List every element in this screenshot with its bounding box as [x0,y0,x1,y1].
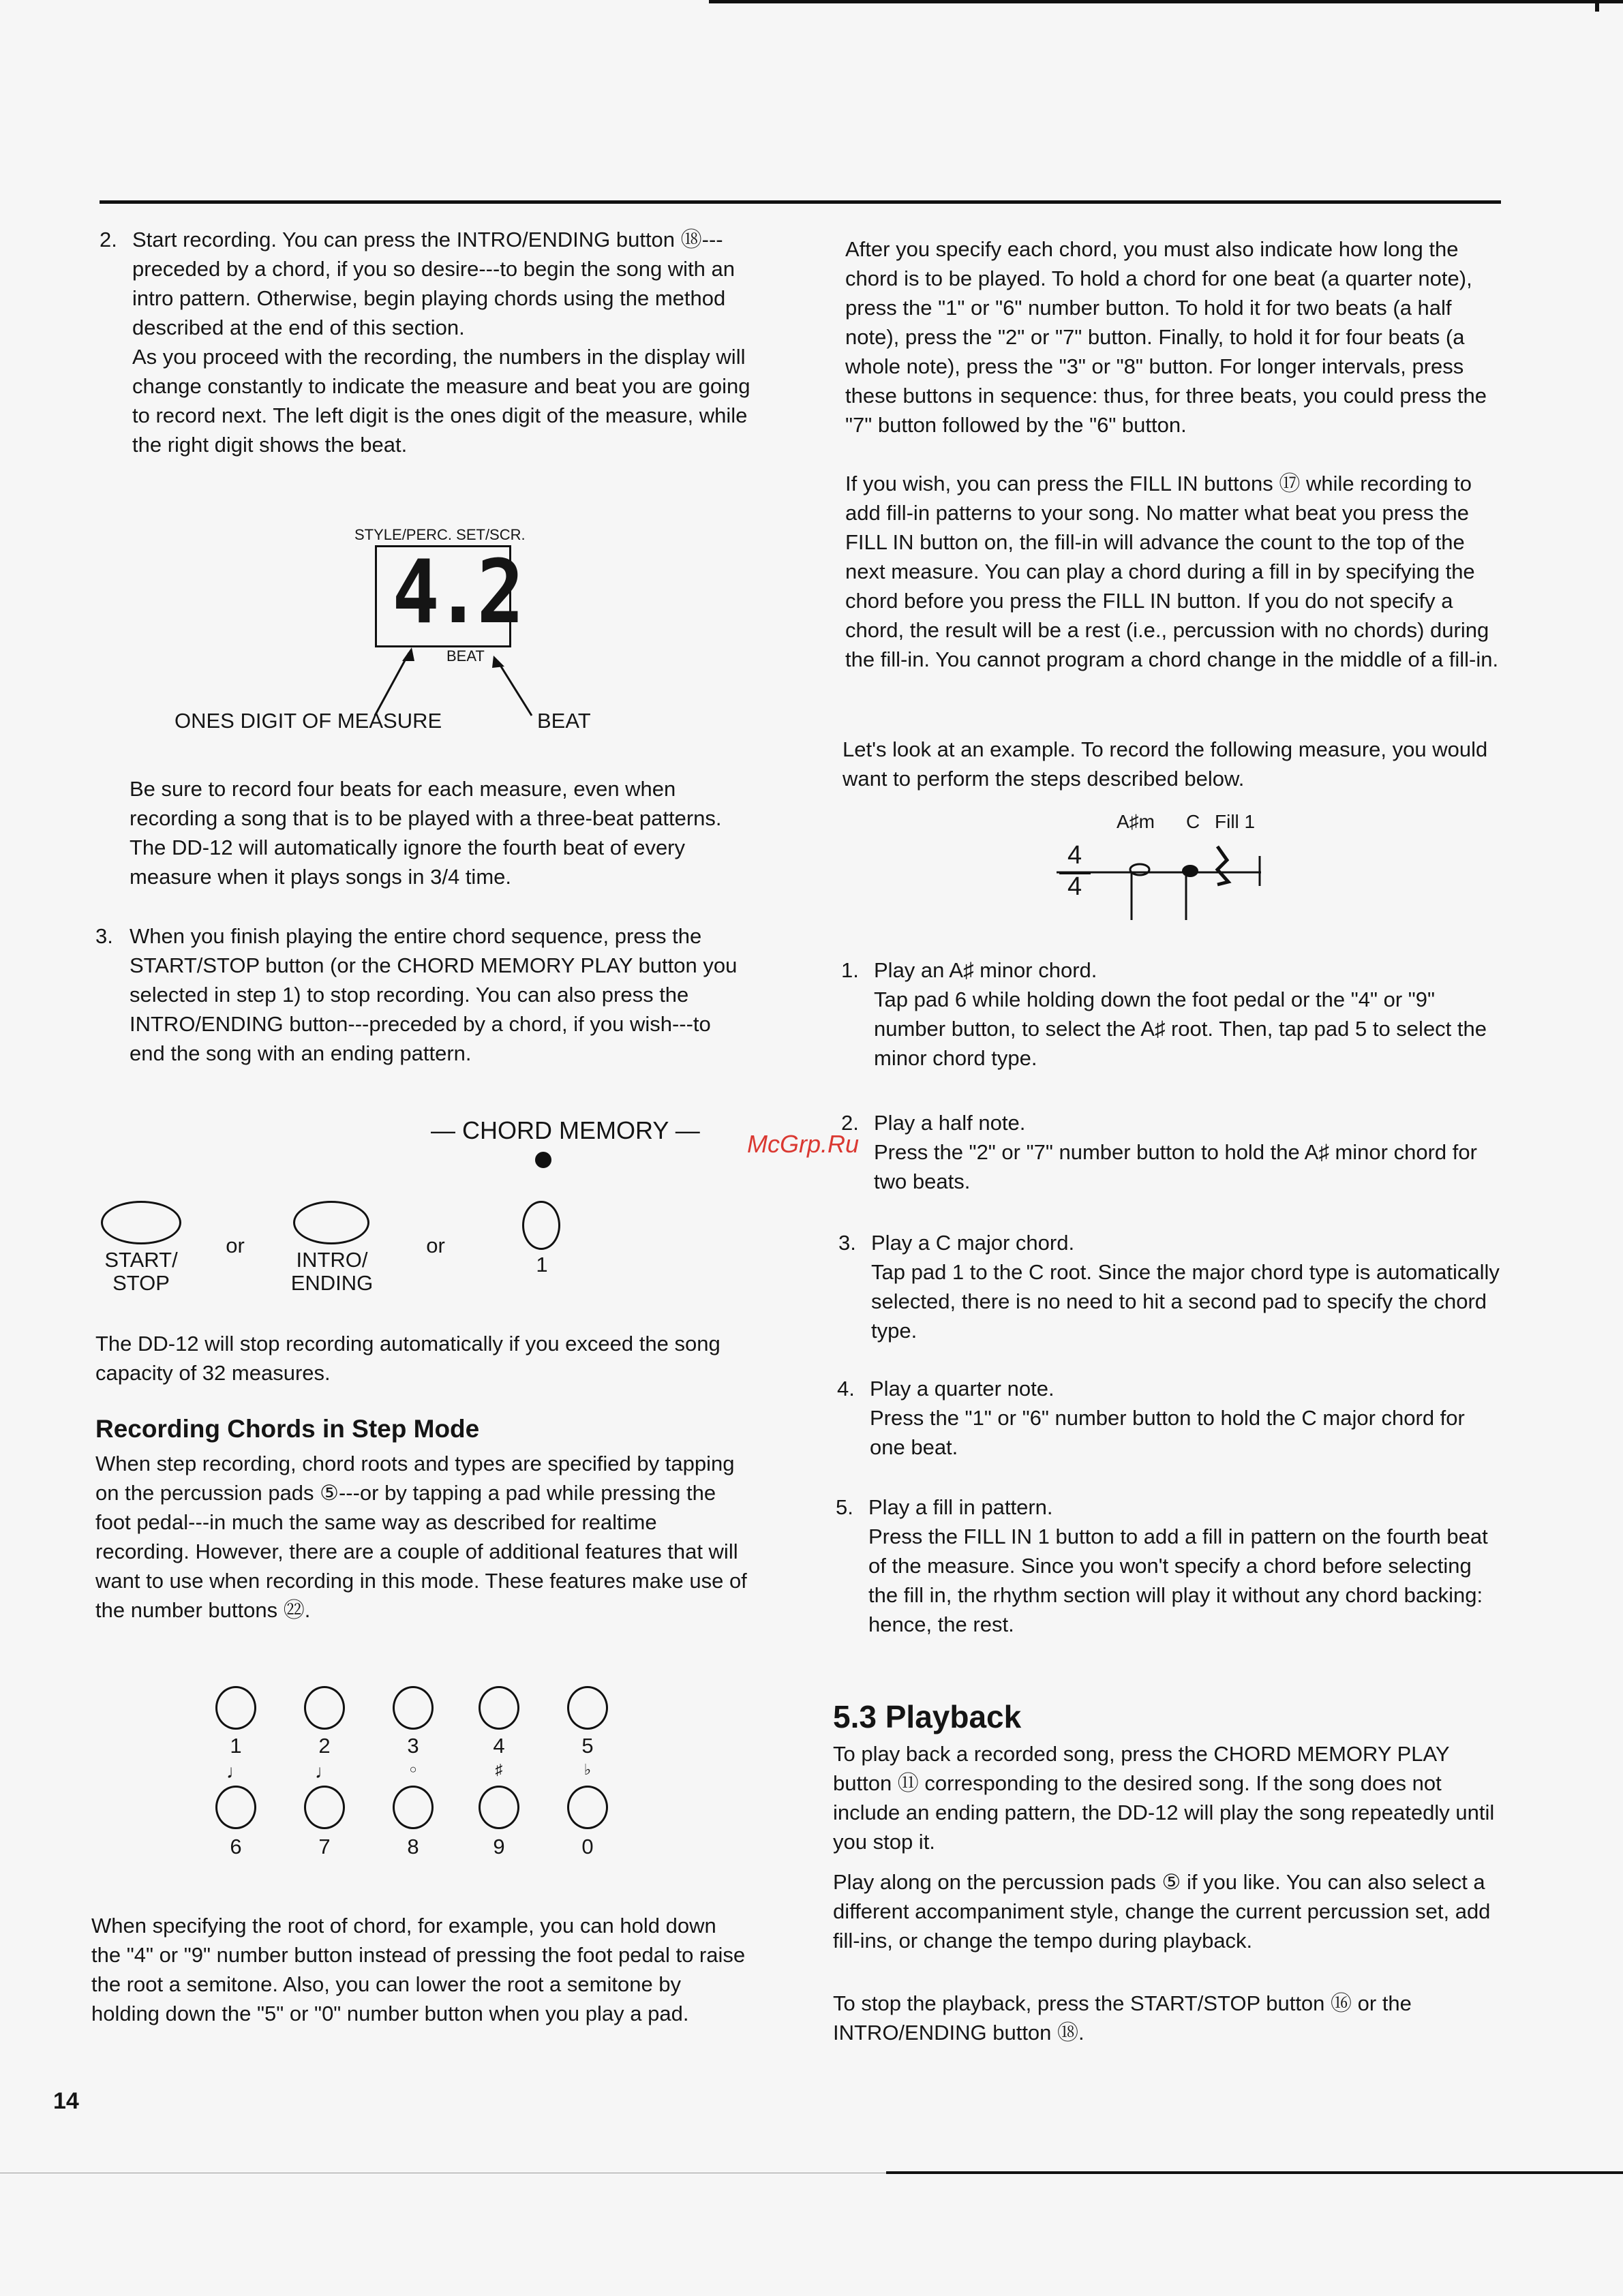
number-label-9: 9 [493,1835,505,1858]
number-button-0[interactable] [567,1786,608,1829]
top-edge-rule [709,0,1623,3]
number-label-4: 4 [493,1734,505,1758]
half-note-head [1130,864,1149,875]
number-buttons [204,1683,613,1881]
quarter-rest [1217,846,1228,885]
step-title: Play a half note. [874,1111,1026,1135]
number-button-3[interactable] [393,1686,434,1730]
header-rule [100,200,1501,204]
number-button-6[interactable] [215,1786,256,1829]
right-paragraph-3: Let's look at an example. To record the following measure, you would want to perform the steps described below. [843,737,1488,791]
step-3 [838,1228,1506,1345]
top-edge-tick [1595,3,1599,12]
number-label-2: 2 [318,1734,331,1758]
step-body: Tap pad 1 to the C root. Since the major chord type is automatically selected, there is no need to hit a second pad to specify the chord type. [871,1260,1500,1343]
step-body: Press the FILL IN 1 button to add a fill in pattern on the fourth beat of the measure. Since you won't specify a chord before selecting the fill in, the rhythm section will play it without any chord backing: hence, the rest. [868,1525,1488,1636]
number-label-0: 0 [581,1835,594,1858]
arrow-head-ones [402,647,414,661]
half-note-symbol: ♩ [315,1761,334,1782]
chord-memory-led [535,1152,551,1168]
time-sig-bottom: 4 [1067,872,1082,901]
number-label-1: 1 [230,1734,242,1758]
playback-paragraph-3: To stop the playback, press the START/STOP button ⑯ or the INTRO/ENDING button ⑱. [833,1991,1412,2045]
number-button-4[interactable] [479,1686,519,1730]
watermark: McGrp.Ru [747,1130,860,1158]
step-4 [837,1374,1505,1462]
step-number: 5. [836,1495,853,1519]
step-title: Play a C major chord. [871,1231,1075,1255]
item2-paragraph-2: As you proceed with the recording, the numbers in the display will change constantly to indicate the measure and beat you are going to record next. The left digit is the ones digit of the measure, while the right digit shows the beat. [132,345,750,457]
step-2 [841,1108,1509,1196]
item2-paragraph-1: Start recording. You can press the INTRO/ENDING button ⑱---preceded by a chord, if you so desire---to begin the song with an intro pattern. Otherwise, begin playing chords using the method described at the end of this section. [132,228,735,339]
number-label-3: 3 [407,1734,419,1758]
number-button-8[interactable] [393,1786,434,1829]
root-paragraph: When specifying the root of chord, for example, you can hold down the "4" or "9" number button instead of pressing the foot pedal to raise the root a semitone. Also, you can lower the root a semitone by holding down the "5" or "0" number button when you play a pad. [91,1914,746,2025]
right-paragraph-2: If you wish, you can press the FILL IN buttons ⑰ while recording to add fill-in patterns to your song. No matter what beat you press the FILL IN button on, the fill-in will advance the count to the top of the next measure. You can play a chord during a fill in by specifying the chord before you press the FILL IN button. If you do not specify a chord, the result will be a rest (i.e., percussion with no chords) during the fill-in. You cannot program a chord change in the middle of a fill-in. [845,472,1499,671]
arrow-line-beat [498,661,532,716]
step-body: Press the "2" or "7" number button to hold the A♯ minor chord for two beats. [874,1140,1477,1193]
playback-paragraph-1: To play back a recorded song, press the CHORD MEMORY PLAY button ⑪ corresponding to the desired song. If the song does not include an ending pattern, the DD-12 will play the song repeatedly until you stop it. [833,1742,1495,1854]
item-number: 2. [100,228,117,251]
notation-staff [1057,842,1275,924]
intro-ending-button[interactable] [293,1201,369,1244]
start-stop-button[interactable] [101,1201,181,1244]
notation-fill: Fill 1 [1215,811,1256,832]
number-button-5[interactable] [567,1686,608,1730]
chord-memory-label: — CHORD MEMORY — [431,1116,700,1144]
ones-digit-caption: ONES DIGIT OF MEASURE [175,709,442,733]
step-title: Play a quarter note. [870,1377,1055,1400]
beat-caption: BEAT [537,709,591,733]
playback-heading: 5.3 Playback [833,1699,1022,1734]
number-button-9[interactable] [479,1786,519,1829]
quarter-note-symbol: ♩ [226,1761,245,1782]
or-text-1: or [226,1234,245,1257]
display-top-label: STYLE/PERC. SET/SCR. [354,526,526,543]
step-number: 2. [841,1111,859,1135]
time-sig-top: 4 [1067,841,1082,870]
item2-paragraph-3: Be sure to record four beats for each measure, even when recording a song that is to be played with a three-beat patterns. The DD-12 will automatically ignore the fourth beat of every measure when it plays songs in 3/4 time. [130,777,722,889]
notation-chord-1: A♯m [1117,811,1155,832]
item3-paragraph: When you finish playing the entire chord sequence, press the START/STOP button (or the CHORD MEMORY PLAY button you selected in step 1) to stop recording. You can also press the INTRO/ENDING button---preceded by a chord, if you wish---to end the song with an ending pattern. [130,924,738,1065]
chord-memory-1-label: 1 [536,1253,548,1276]
step-body: Tap pad 6 while holding down the foot pedal or the "4" or "9" number button, to select the A♯ root. Then, tap pad 5 to select the minor chord type. [874,988,1487,1070]
flat-symbol: ♭ [583,1761,592,1778]
step-number: 1. [841,958,859,982]
right-paragraph-1: After you specify each chord, you must also indicate how long the chord is to be played. To hold a chord for one beat (a quarter note), press the "1" or "6" number button. To hold it for two beats (a half note), press the "2" or "7" button. Finally, to hold it for four beats (a whole note), press the "3" or "8" button. For longer intervals, press these buttons in sequence: thus, for three beats, you could press the "7" button followed by the "6" button. [845,237,1487,437]
page-number: 14 [53,2088,79,2114]
chord-memory-1-button[interactable] [522,1201,560,1250]
led-display [375,542,519,647]
number-button-1[interactable] [215,1686,256,1730]
left-item-2 [100,225,754,459]
or-text-2: or [426,1234,445,1257]
number-label-6: 6 [230,1835,242,1858]
intro-ending-label: INTRO/ ENDING [290,1248,374,1295]
step-title: Play an A♯ minor chord. [874,958,1097,982]
number-button-2[interactable] [304,1686,345,1730]
start-stop-label: START/ STOP [104,1248,178,1295]
number-label-8: 8 [407,1835,419,1858]
quarter-note-head [1182,865,1198,877]
step-5 [836,1493,1504,1639]
step-title: Play a fill in pattern. [868,1495,1053,1519]
capacity-paragraph: The DD-12 will stop recording automatically if you exceed the song capacity of 32 measures. [95,1332,721,1385]
step-body: Press the "1" or "6" number button to hold the C major chord for one beat. [870,1406,1465,1459]
step-1 [841,955,1509,1073]
step-mode-paragraph: When step recording, chord roots and types are specified by tapping on the percussion pads ⑤---or by tapping a pad while pressing the foot pedal---in much the same way as described for realtime recording. However, there are a couple of additional features that will want to use when recording in this mode. These features make use of the number buttons ㉒. [95,1452,747,1622]
notation-chord-2: C [1186,811,1200,832]
left-item-3 [95,921,750,1068]
number-button-7[interactable] [304,1786,345,1829]
led-digits: 4.2 [392,542,519,643]
footer-rule [886,2171,1623,2174]
step-number: 4. [837,1377,855,1400]
display-beat-label: BEAT [446,647,485,664]
step-number: 3. [838,1231,856,1255]
number-label-5: 5 [581,1734,594,1758]
whole-note-symbol: ○ [409,1762,417,1776]
playback-paragraph-2: Play along on the percussion pads ⑤ if you like. You can also select a different accompaniment style, change the current percussion set, add fill-ins, or change the tempo during playback. [833,1870,1491,1953]
number-label-7: 7 [318,1835,331,1858]
sharp-symbol: ♯ [495,1761,503,1778]
step-mode-heading: Recording Chords in Step Mode [95,1415,480,1443]
item-number: 3. [95,924,113,948]
arrow-head-beat [492,656,504,668]
